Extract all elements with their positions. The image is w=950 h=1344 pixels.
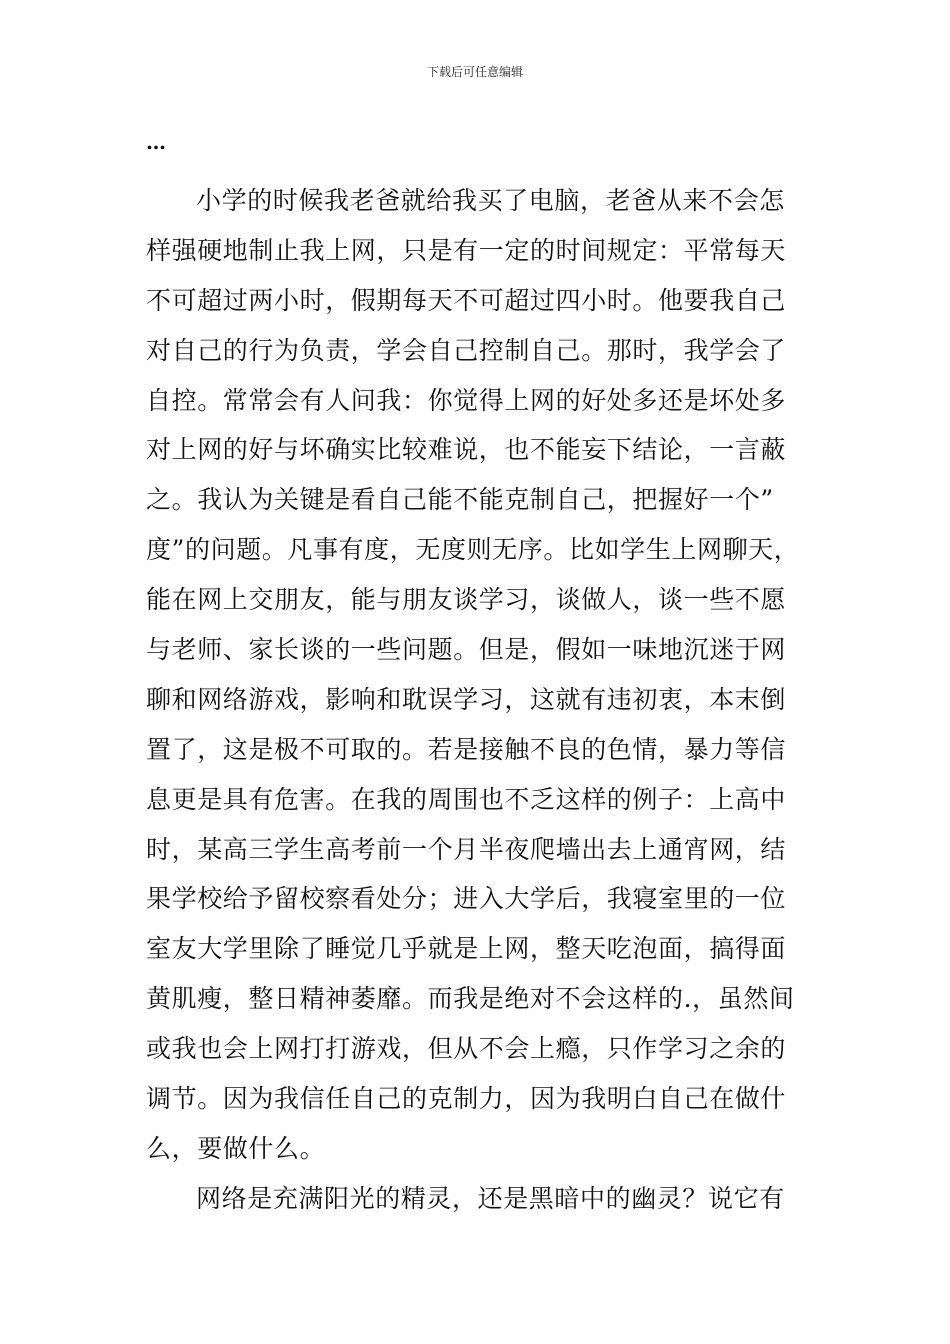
paragraph-line: 调节。因为我信任自己的克制力，因为我明白自己在做什 — [146, 1084, 787, 1114]
document-body — [146, 176, 836, 1224]
page-header: 下载后可任意编辑 — [426, 65, 523, 79]
paragraph-line: 网络是充满阳光的精灵，还是黑暗中的幽灵？说它有 — [196, 1183, 785, 1213]
paragraph-line: 室友大学里除了睡觉几乎就是上网，整天吃泡面，搞得面 — [146, 934, 787, 964]
paragraph-line: 聊和网络游戏，影响和耽误学习，这就有违初衷，本末倒 — [146, 684, 787, 714]
paragraph-line: 对上网的好与坏确实比较难说，也不能妄下结论，一言蔽 — [146, 435, 787, 465]
paragraph-line: 对自己的行为负责，学会自己控制自己。那时，我学会了 — [146, 335, 787, 365]
paragraph-line: 能在网上交朋友，能与朋友谈学习，谈做人，谈一些不愿 — [146, 585, 787, 615]
paragraph-line: 么，要做什么。 — [146, 1133, 326, 1163]
paragraph-line: 自控。常常会有人问我：你觉得上网的好处多还是坏处多 — [146, 385, 787, 415]
paragraph-line: 与老师、家长谈的一些问题。但是，假如一味地沉迷于网 — [146, 635, 787, 665]
paragraph-line: 小学的时候我老爸就给我买了电脑，老爸从来不会怎 — [196, 186, 785, 215]
paragraph-line: 置了，这是极不可取的。若是接触不良的色情，暴力等信 — [146, 734, 787, 764]
paragraph-line: 或我也会上网打打游戏，但从不会上瘾，只作学习之余的 — [146, 1034, 787, 1064]
paragraph-line: 度”的问题。凡事有度，无度则无序。比如学生上网聊天， — [146, 535, 800, 565]
paragraph-line: 息更是具有危害。在我的周围也不乏这样的例子：上高中 — [146, 784, 787, 814]
leading-ellipsis: … — [146, 130, 166, 154]
paragraph-line: 时，某高三学生高考前一个月半夜爬墙出去上通宵网，结 — [146, 834, 787, 864]
paragraph-line: 黄肌瘦，整日精神萎靡。而我是绝对不会这样的.，虽然间 — [146, 984, 795, 1014]
paragraph-line: 样强硬地制止我上网，只是有一定的时间规定：平常每天 — [146, 235, 787, 265]
paragraph-line: 之。我认为关键是看自己能不能克制自己，把握好一个” — [146, 485, 774, 515]
paragraph-line: 不可超过两小时，假期每天不可超过四小时。他要我自己 — [146, 285, 787, 315]
paragraph-line: 果学校给予留校察看处分；进入大学后，我寝室里的一位 — [146, 884, 787, 914]
